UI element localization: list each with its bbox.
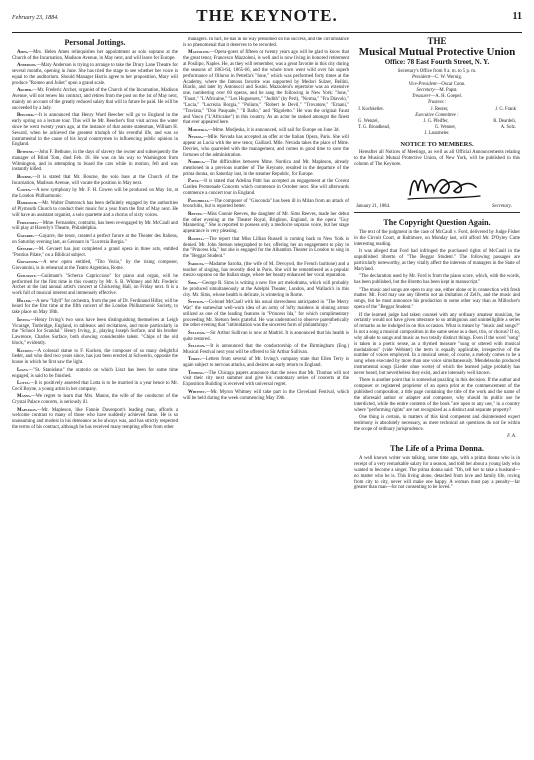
- notice-title: NOTICE TO MEMBERS.: [400, 141, 474, 149]
- paragraph: [183, 135, 349, 158]
- officer-line: Treasurer—A. H. Goepel.: [411, 94, 463, 100]
- paragraph-lead: Sims.: [188, 280, 198, 286]
- paragraph: If the learned judge had taken counsel with any ordinary amateur musician, he certainly would not have given utterance to so ambiguous and unintelligible a series of remarks as he indulged in on this occasion. What is meant by "music and songs?" Is not a song a musical composition in the same sense as a duet, trio, or chorus? If so, why allude to songs and music as two totally distinct things. Even if the word "song" is taken in a poetic sense, as a rhymed measure "sung or uttered with musical modulations" (vide Webster) the term is equally applicable, irrespective of the number of voices employed. In a musical sense, of course, a melody comes to be a song when executed by more than one voice simultaneously. Mendelssohn produced instrumental songs (Lieder ohne worte) of which the learned judge probably has never heard, but nevertheless they exist, and are intensely well known.: [354, 312, 520, 376]
- paragraph-lead: Sarolta.: [188, 261, 205, 267]
- committee-heading: Executive Committee :: [415, 112, 459, 118]
- paragraph-lead: Modjeska.: [188, 127, 208, 133]
- paragraph-text: —Mrs. Helen Ames relinquishes her appointment as solo soprano at the Church of the Incarnation, Madison Avenue, in May next, and will leave for Europe.: [12, 50, 178, 61]
- paragraph-text: —Madame Sarolta, (the wife of M. Devoyod, the French baritone) and a teacher of singing, has recently died in Paris. She will be remembered as a popular mezzo soprano on the Italian stage, where her beauty enhanced her vocal reputation.: [183, 261, 349, 279]
- paragraph-text: —Opera-goers of fifteen or twenty years ago will be glad to know that the great tenor, Francesco Mazzoleni, is well and is now living in honored retirement at Posilipo, Naples. He, as they will remember, was a great favorite in this city during the seasons of 1863-64, 1865-66, and the whole town went wild over his superb performance of Ollurso in Petrella's "Ione," which was performed forty times at the Academy, where the famous favorite was supported by Medori Sulzer, Bellini, Biachi, and later by Antonucci and Susini. Mazzoleni's repertoire was an extensive one, numbering over 60 operas, and he sang the following in New York: "Ione," "Faust," "L'Africaine," "Les Huguenots," "Judith" (by Peri), "Norma," "Fra Diavolo," "Lucia," "Lucrezia Borgia," "Poliuto," "Robert le Devil," "Trovatore," "Ernani," "Traviata," "Don Pasquale," "Il Ballo," and "Rigoletto." He was the original Faust and Vasco ("L'Africaine") in this country. As an actor he ranked amongst the finest that ever appeared here.: [183, 50, 349, 126]
- paragraph-text: —John F. Bethune, in the days of slavery the owner and subsequently the manager of Blind Tom, died Feb. 18. He was on his way to Washington from Wilmington, and in attempting to board the cars while in motion, fell and was instantly killed.: [12, 149, 178, 173]
- paragraph: It was alleged that Ford had infringed the purchased rights of McCaull in the unpublished libretto of "The Beggar Student." The following passages are particularly noteworthy, as they vitally affect the interests of managers in the State of Maryland.: [354, 249, 520, 272]
- paragraph-lead: Reeves.: [188, 211, 203, 217]
- paragraph-text: —A colossal statue to F. Kucken, the composer of so many delightful lieder, and who died two years since, has just been erected at Schwerin, opposite the house in which he first saw the light.: [12, 348, 178, 366]
- paragraph: [12, 299, 178, 317]
- paragraph: [12, 88, 178, 111]
- notice-text: Hereafter all Notices of Meetings, as well as all Official Announcements relating to the Musical Mutual Protective Union, of New York, will be published in this column of The Keynote.: [354, 150, 520, 167]
- paragraph: [183, 281, 349, 299]
- paragraph-text: —The difficulties between Mme. Nordica and Mr. Mapleson, already mentioned in a previous number of The Keynote, resulted in the departure of the prima donna, on Saturday last, in the steamer Republic, for Europe.: [183, 160, 349, 177]
- paragraph-text: —Miss Connie Reeves, the daughter of Mr. Sims Reeves, made her debut the other evening at the Theater Royal, Brighton, England, in the opera "Guy Mannering." She is reported to possess only a mediocre soprano voice, but her stage appearance is very pleasing.: [183, 211, 349, 235]
- paragraph-lead: Kucken.: [17, 348, 33, 354]
- paragraph: [183, 237, 349, 260]
- handwritten-signature: [404, 169, 484, 203]
- paragraph-lead: Archer.: [17, 88, 33, 94]
- paragraph-lead: Whitney.: [188, 389, 206, 395]
- paragraph-text: —Colonel McCaull with his usual shrewdness anticipated in "The Merry War" the somewhat well-worn idea of an army of lofty maidens in shining armor utilized as one of the leading features in "Princess Ida," for which complimentary proceeding Mr. Stetson feels grateful. He was understood to observe parenthetically the other evening that "intimidation was the sincerest form of philanthropy.": [183, 299, 349, 329]
- paragraph-lead: Guilmant.: [17, 273, 37, 279]
- paragraph-lead: Bethune.: [17, 149, 35, 155]
- paragraph: [12, 150, 178, 173]
- officer-name: A. H. Goepel.: [435, 94, 463, 100]
- paragraph-text: —It is positively asserted that Lotta is to be married in a year hence to Mr. Cecil Boyne, a young artist in her company.: [12, 380, 178, 392]
- officer-title: Secretary: [416, 87, 435, 93]
- copyright-article: [354, 230, 520, 432]
- columns: [12, 37, 522, 755]
- paragraph-text: —Gayarre, the tenor, created a perfect furore at the Theater des Italiens, on Saturday evening last, as Gennaro in "Lucrezia Borgia.": [12, 233, 178, 245]
- paragraph-lead: Nordica.: [188, 160, 205, 166]
- paragraph-text: —It is stated that Adelina Patti has accepted an engagement at the Covent Garden Promenade Concerts which commence in October next. She will afterwards commence a concert tour in England.: [183, 179, 349, 197]
- officer-line: President—C. W. Wernig.: [411, 75, 463, 81]
- officer-line: Secretary—M. Papst.: [416, 87, 458, 93]
- paragraph-text: —It is announced that the conductorship of the Birmingham (Eng.) Musical Festival next year will be offered to Sir Arthur Sullivan.: [183, 344, 349, 355]
- paragraph-text: —M. Gevaert has just completed a grand opera in three acts, entitled "Pontius Pilate," on a Biblical subject.: [12, 247, 178, 258]
- trustees-heading: Trustees :: [427, 100, 447, 106]
- officer-line: Vice-President—Oscar Conn.: [408, 81, 466, 87]
- paragraph-lead: Russell.: [188, 236, 205, 242]
- paragraph-lead: Ponchielli.: [188, 198, 210, 204]
- paragraph: [12, 63, 178, 86]
- paragraph-lead: Nevada.: [188, 135, 203, 141]
- column-personal-jottings: [12, 37, 178, 755]
- union-name: Musical Mutual Protective Union: [358, 46, 516, 58]
- paragraph: [12, 247, 178, 259]
- paragraph-text: —It is stated that Mr. Bourne, the solo bass at the Church of the Incarnation, Madison Avenue, will vacate the position in May next.: [12, 174, 178, 186]
- page-number: 11: [512, 11, 522, 22]
- paragraph-lead: Lotta.: [17, 380, 30, 386]
- paragraph-lead: Liszt.: [17, 367, 29, 373]
- paragraph-lead: Bourne.: [17, 174, 33, 180]
- committee-row: [354, 131, 520, 137]
- paragraph-text: —A new opera entitled, "Tito Vezio," by the rising composer, Giovannini, is in rehearsal at the Teatro Argentina, Rome.: [12, 260, 178, 272]
- paragraph: [183, 357, 349, 369]
- paragraph: [12, 274, 178, 297]
- paragraph-lead: Terry.: [188, 357, 201, 363]
- officer-title: Vice-President: [408, 81, 437, 87]
- paragraph: [183, 50, 349, 126]
- paragraph-lead: Patti.: [188, 179, 200, 185]
- paragraph-text: —The Chicago papers announce that the news that Mr. Thomas will not visit their city next summer and give his customary series of concerts at the Exposition Building is received with universal regret.: [183, 370, 349, 388]
- column-personal-jottings-continued: [183, 37, 349, 755]
- union-office: Office: 78 East Fourth Street, N. Y.: [384, 58, 490, 66]
- paragraph: [183, 199, 349, 211]
- paragraph-text: —The composer of "Gioconda" has been ill in Milan from an attack of bronchitis, but is reported better.: [183, 198, 349, 210]
- member-name: G. Wenner,: [434, 125, 456, 131]
- paragraph-text: —Mr. Walter Damrosch has been definitely engaged by the authorities of Plymouth Church to conduct their music for a year from the first of May next. He will have an assistant organist, a solo quartette and a chorus of sixty voices.: [12, 201, 178, 219]
- paragraph: "The declaration used by Mr. Ford is from the piano score, which, with the words, has been published, but the libretto has been kept in manuscript.": [354, 274, 520, 286]
- paragraph-text: —Mme. Fernandez, contralto, has been re-engaged by Mr. McCaull and will play at Haverly's Theatre, Philadelphia.: [12, 220, 178, 232]
- paragraph: [183, 37, 349, 49]
- copyright-title: The Copyright Question Again.: [383, 218, 491, 228]
- paragraph-lead: Beecher.: [17, 113, 35, 119]
- section-title: Personal Jottings.: [64, 38, 126, 47]
- paragraph-text: —Mr. Frederic Archer, organist of the Church of the Incarnation, Madison Avenue, will not renew his contract, and retires from the post on the 1st of May next, mainly on account of the greatly reduced salary that will in future be paid. He will be succeeded by a lady.: [12, 88, 178, 111]
- paragraph: [183, 371, 349, 389]
- member-name: J. Lauzmeier.: [424, 131, 450, 137]
- paragraph-lead: Sullivan.: [188, 344, 206, 350]
- paragraph-text: —Mme. Modjeska, it is announced, will sail for Europe on June 3d.: [207, 127, 340, 133]
- issue-date: February 23, 1884.: [12, 15, 59, 21]
- paragraph: [12, 201, 178, 219]
- paragraph: [12, 221, 178, 233]
- paragraph: [12, 381, 178, 393]
- paragraph-lead: Stetson.: [188, 299, 205, 305]
- paragraph-lead: Anderson.: [17, 63, 37, 69]
- prima-donna-title: The Life of a Prima Donna.: [390, 444, 484, 454]
- paragraph-lead: Manns.: [17, 394, 31, 400]
- union-advertisement: [354, 37, 520, 213]
- paragraph: [183, 390, 349, 402]
- paragraph-text: —Sir Arthur Sullivan is now at Madrid. It is announced that his health is quite restored.: [183, 330, 349, 342]
- prima-donna-article: [354, 456, 520, 491]
- member-name: R. Deardeli,: [493, 119, 516, 125]
- paragraph-text: —George R. Sims is writing a new five act melodrama, which will probably be produced simultaneously at the Adelphi Theater, London, and Wallack's in this city. Mr. Sims, whose health is delicate, is wintering in Rome.: [183, 280, 349, 298]
- signature-role: Secretary.: [492, 204, 512, 210]
- paragraph-text: —Mr. Myron Whitney will take part in the Cleveland Festival, which will be held during the week commencing May 19th.: [183, 389, 349, 401]
- paragraph-lead: Ames.: [17, 50, 29, 55]
- signature-block: [354, 169, 520, 209]
- officer-title: Treasurer: [411, 94, 431, 100]
- paragraph: [12, 188, 178, 200]
- paragraph: [183, 331, 349, 343]
- notice-date: January 21, 1884.: [356, 204, 391, 210]
- paragraph-text: —"St. Stanislaus" the oratorio on which Liszt has been for some time engaged, is said to be finished.: [12, 367, 178, 379]
- paragraph-lead: Mazzoleni.: [188, 50, 210, 56]
- newspaper-title: THE KEYNOTE.: [196, 6, 338, 25]
- paragraph: [183, 262, 349, 280]
- paragraph-lead: Giovannini.: [17, 260, 39, 266]
- paragraph-text: managers. In fact, he has in no way presumed on his success, and the circumstance is so phenomenal that it deserves to be recorded.: [183, 37, 349, 48]
- member-name: J. Kochkeller.: [358, 106, 384, 112]
- paragraph-lead: Cowen.: [17, 188, 32, 194]
- member-name: A. Solz.: [500, 125, 516, 131]
- paragraph-lead: Hiller.: [17, 298, 32, 304]
- paragraph-text: —A new "Idyll" for orchestra, from the pen of Dr. Ferdinand Hiller, will be heard for the first time at the fifth concert of the London Philharmonic Society, to take place on May 18th.: [12, 298, 178, 316]
- union-the: THE: [427, 37, 447, 46]
- copyright-signoff: F. A.: [507, 434, 516, 440]
- paragraph-text: —We regret to learn that Mrs. Manns, the wife of the conductor of the Crystal Palace concerts, is seriously ill.: [12, 394, 178, 406]
- paragraph-lead: Damrosch.: [17, 201, 38, 207]
- paragraph: [183, 179, 349, 197]
- paragraph-lead: Sullivan.: [188, 330, 206, 336]
- union-officers: [354, 75, 520, 100]
- paragraph: [12, 50, 178, 62]
- paragraph: There is another point that is somewhat puzzling in this decision. If the author and composer or registered proprietor of an opera print at the commencement of the published composition, a title page containing the title of the work and the name of the aforesaid author or adapter and composer, why should its public use be interdicted, while the entire contents of the book "are open to any use," in a country where "performing rights" are not recognized as a distinct and separate property?: [354, 378, 520, 413]
- paragraph-lead: Mapleson.: [17, 407, 37, 413]
- paragraph: [12, 368, 178, 380]
- paragraph-text: —A new symphony by Mr. F. H. Cowen will be produced on May 1st, at the London Philharmonic.: [12, 188, 178, 199]
- paragraph: [12, 408, 178, 431]
- paragraph: [183, 344, 349, 356]
- paragraph: [12, 260, 178, 272]
- paragraph-lead: Gayarre.: [17, 233, 35, 239]
- paragraph-text: —Guilmant's "Scherzo Capriccioso" for piano and organ, will be performed for the first time in this country by Mr. S. B. Whitney and Mr. Frederic Archer at the last annual artist's concert at Chickering Hall, on Friday next. It is a work full of musical interest and immensely effective.: [12, 273, 178, 297]
- paragraph: [12, 234, 178, 246]
- paragraph-text: —Mary Anderson is trying to arrange to take the Drury Lane Theatre for several months, opening in June. She has tried the stage to see whether her voice is equal to the auditorium. Should Manager Harris agree to her proposition, Mary will produce "Romeo and Juliet" upon a grand scale.: [12, 63, 178, 86]
- paragraph: "The music and songs are open to any use, either alone or in connection with fresh matter. Mr. Ford may use any libretto not an imitation of Zell's, and the music and songs, but he must announce his production in some other way than as Millocker's opera of the "Beggar Student.": [354, 287, 520, 311]
- paragraph-text: —Henry Irving's two sons have been distinguishing themselves at Leigh Vicarage, Tonbridge, England, in tableaux and recitations, and more particularly in the "School for Scandal." Henry Irving, jr., playing Joseph Surface, and his brother Lawrence, Charles Surface, both showing considerable talent. "Chips of the old block," evidently.: [12, 317, 178, 347]
- paragraph-lead: Gevaert.: [17, 247, 34, 253]
- member-name: T. G. Broadhead,: [358, 125, 391, 131]
- paragraph: [12, 175, 178, 187]
- paragraph-text: —The report that Miss Lillian Russell is coming back to New York is denied. Mr. John Stetson telegraphed to her, offering her an engagement to play in the "Princess Ida," but she is engaged for the Alhambra Theater in London to sing in the "Beggar Student.": [183, 236, 349, 260]
- officer-title: President: [411, 75, 431, 81]
- paragraph: [183, 128, 349, 134]
- paragraph: The text of the judgment in the case of McCaull v. Ford, delivered by Judge Fisher in the Circuit Court, at Baltimore, on Monday last, will afford Mr. D'Oyley Carte interesting reading.: [354, 230, 520, 247]
- paragraph: [183, 160, 349, 178]
- paragraph-lead: Irving.: [17, 317, 30, 323]
- member-name: J. G. Pfeiffer,: [423, 119, 449, 125]
- officer-name: C. W. Wernig.: [434, 75, 463, 81]
- paragraph: [12, 349, 178, 367]
- member-name: J. Reuter,: [430, 106, 449, 112]
- officer-name: M. Papst.: [439, 87, 458, 93]
- paragraph-text: —It is announced that Henry Ward Beecher will go to England in the early spring on a lecture tour. This will be Mr. Beecher's first visit across the water since he went twenty years ago, at the instance of that astute statesman, William H. Seward, when he achieved the greatest triumph of his eventful life, and was so instrumental in the cause of his loyal countrymen in influencing public opinion in England.: [12, 113, 178, 148]
- paragraph: A well known writer was talking, some time ago, with a prima donna who is in receipt of a very remarkable salary for a season, and told her about a young lady who wanted to become a singer. The prima donna said: "Oh, tell her to take a husband—no matter who he is. This living alone, detached from love and family life, roving from city to city, never will make one happy. A woman must pay a penalty—far greater than man—for not consenting to be loved.": [354, 456, 520, 491]
- paragraph-text: —Letters from several of Mr. Irving's company state that Ellen Terry is again subject to nervous attacks, and desires an early return to England.: [183, 357, 349, 369]
- paragraph: [12, 113, 178, 148]
- paragraph: [183, 300, 349, 329]
- paragraph-lead: Thomas.: [188, 370, 204, 376]
- union-hours: Secretary's Office from 9 a. m. to 5 p. m.: [397, 69, 477, 74]
- member-name: G. Wenzel,: [358, 119, 379, 125]
- column-union: [354, 37, 520, 755]
- officer-name: Oscar Conn.: [441, 81, 466, 87]
- masthead-rule: [12, 32, 522, 33]
- member-name: J. G. Frank: [495, 106, 516, 112]
- paragraph-text: —Mlle. Nevada has accepted an offer at the Italian Opera, Paris. She will appear as Lucia with the new tenor, Gaillard. Mlle. Nevada takes the place of Mme. Devries, who quarreled with the management, and comes in good time to save the fortunes of the administration.: [183, 135, 349, 158]
- paragraph: [183, 212, 349, 235]
- paragraph: [12, 318, 178, 347]
- paragraph: One thing is certain, in matters of this kind competent and disinterested expert testimony is absolutely necessary, as mere technical art questions do not lie within the scope of ordinary jurisprudence.: [354, 415, 520, 432]
- masthead: [12, 6, 522, 30]
- paragraph-text: —Mr. Mapleson, like Fannie Davenport's leading man, affords a welcome contrast to many of those who have suddenly achieved fame. He is so unassuming and modest in his demeanor as he always was, and has strictly respected the terms of his contract, although he has received many tempting offers from other: [12, 407, 178, 431]
- paragraph: [12, 394, 178, 406]
- paragraph-lead: Fernandez.: [17, 220, 39, 226]
